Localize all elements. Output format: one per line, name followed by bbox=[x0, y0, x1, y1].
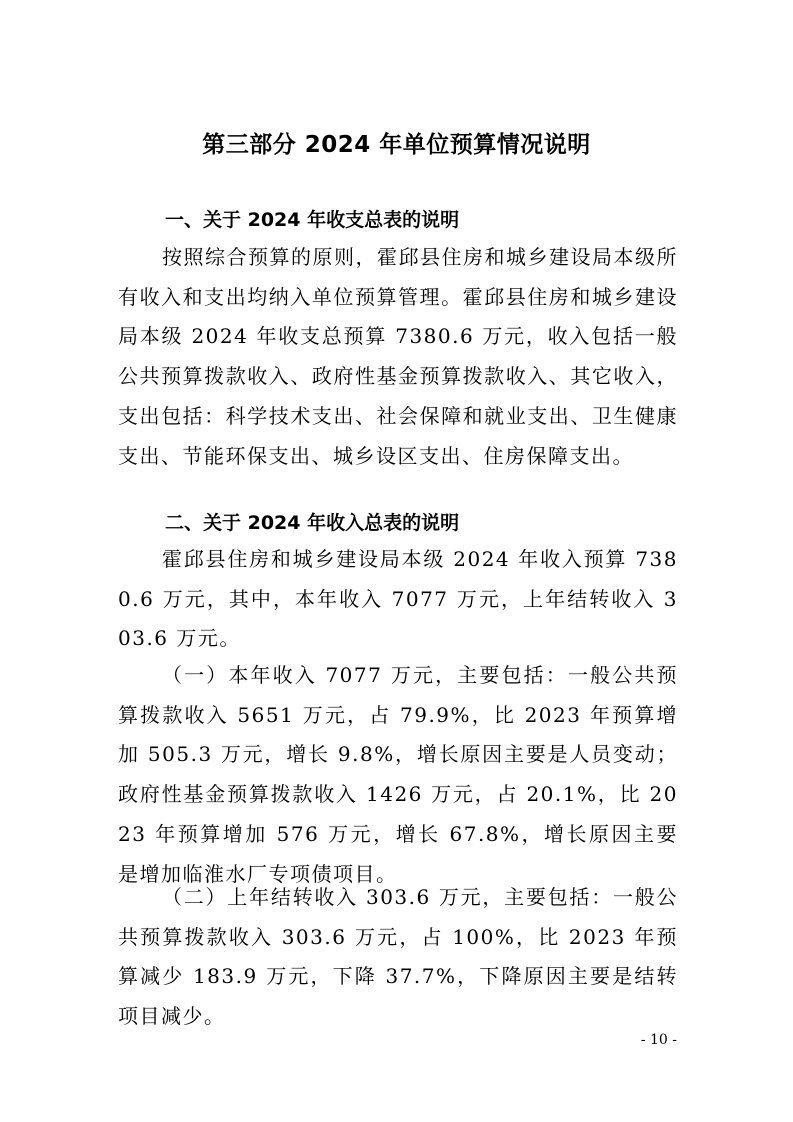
section-heading-2: 二、关于 2024 年收入总表的说明 bbox=[165, 512, 460, 534]
section-2-paragraph-1: 霍邱县住房和城乡建设局本级 2024 年收入预算 7380.6 万元，其中，本年收入 7077 万元，上年结转收入 303.6 万元。 bbox=[118, 547, 678, 651]
section-1-paragraph-1: 按照综合预算的原则，霍邱县住房和城乡建设局本级所有收入和支出均纳入单位预算管理。霍邱县住房和城乡建设局本级 2024 年收支总预算 7380.6 万元，收入包括一般公共预算拨款收入、政府性基金预算拨款收入、其它收入，支出包括：科学技术支出、社会保障和就业支出、卫生健康支出、节能环保支出、城乡设区支出、住房保障支出。 bbox=[118, 245, 678, 468]
page-number: - 10 - bbox=[640, 1032, 677, 1048]
section-heading-1: 一、关于 2024 年收支总表的说明 bbox=[165, 209, 460, 231]
section-2-paragraph-3: （二）上年结转收入 303.6 万元，主要包括：一般公共预算拨款收入 303.6 万元，占 100%，比 2023 年预算减少 183.9 万元，下降 37.7%，下降原因主要是结转项目减少。 bbox=[118, 885, 678, 1029]
section-2-paragraph-2: （一）本年收入 7077 万元，主要包括：一般公共预算拨款收入 5651 万元，占 79.9%，比 2023 年预算增加 505.3 万元，增长 9.8%，增长原因主要是人员变动；政府性基金预算拨款收入 1426 万元，占 20.1%，比 2023 年预算增加 576 万元，增长 67.8%，增长原因主要是增加临淮水厂专项债项目。 bbox=[118, 663, 678, 886]
page-title: 第三部分 2024 年单位预算情况说明 bbox=[202, 132, 591, 158]
